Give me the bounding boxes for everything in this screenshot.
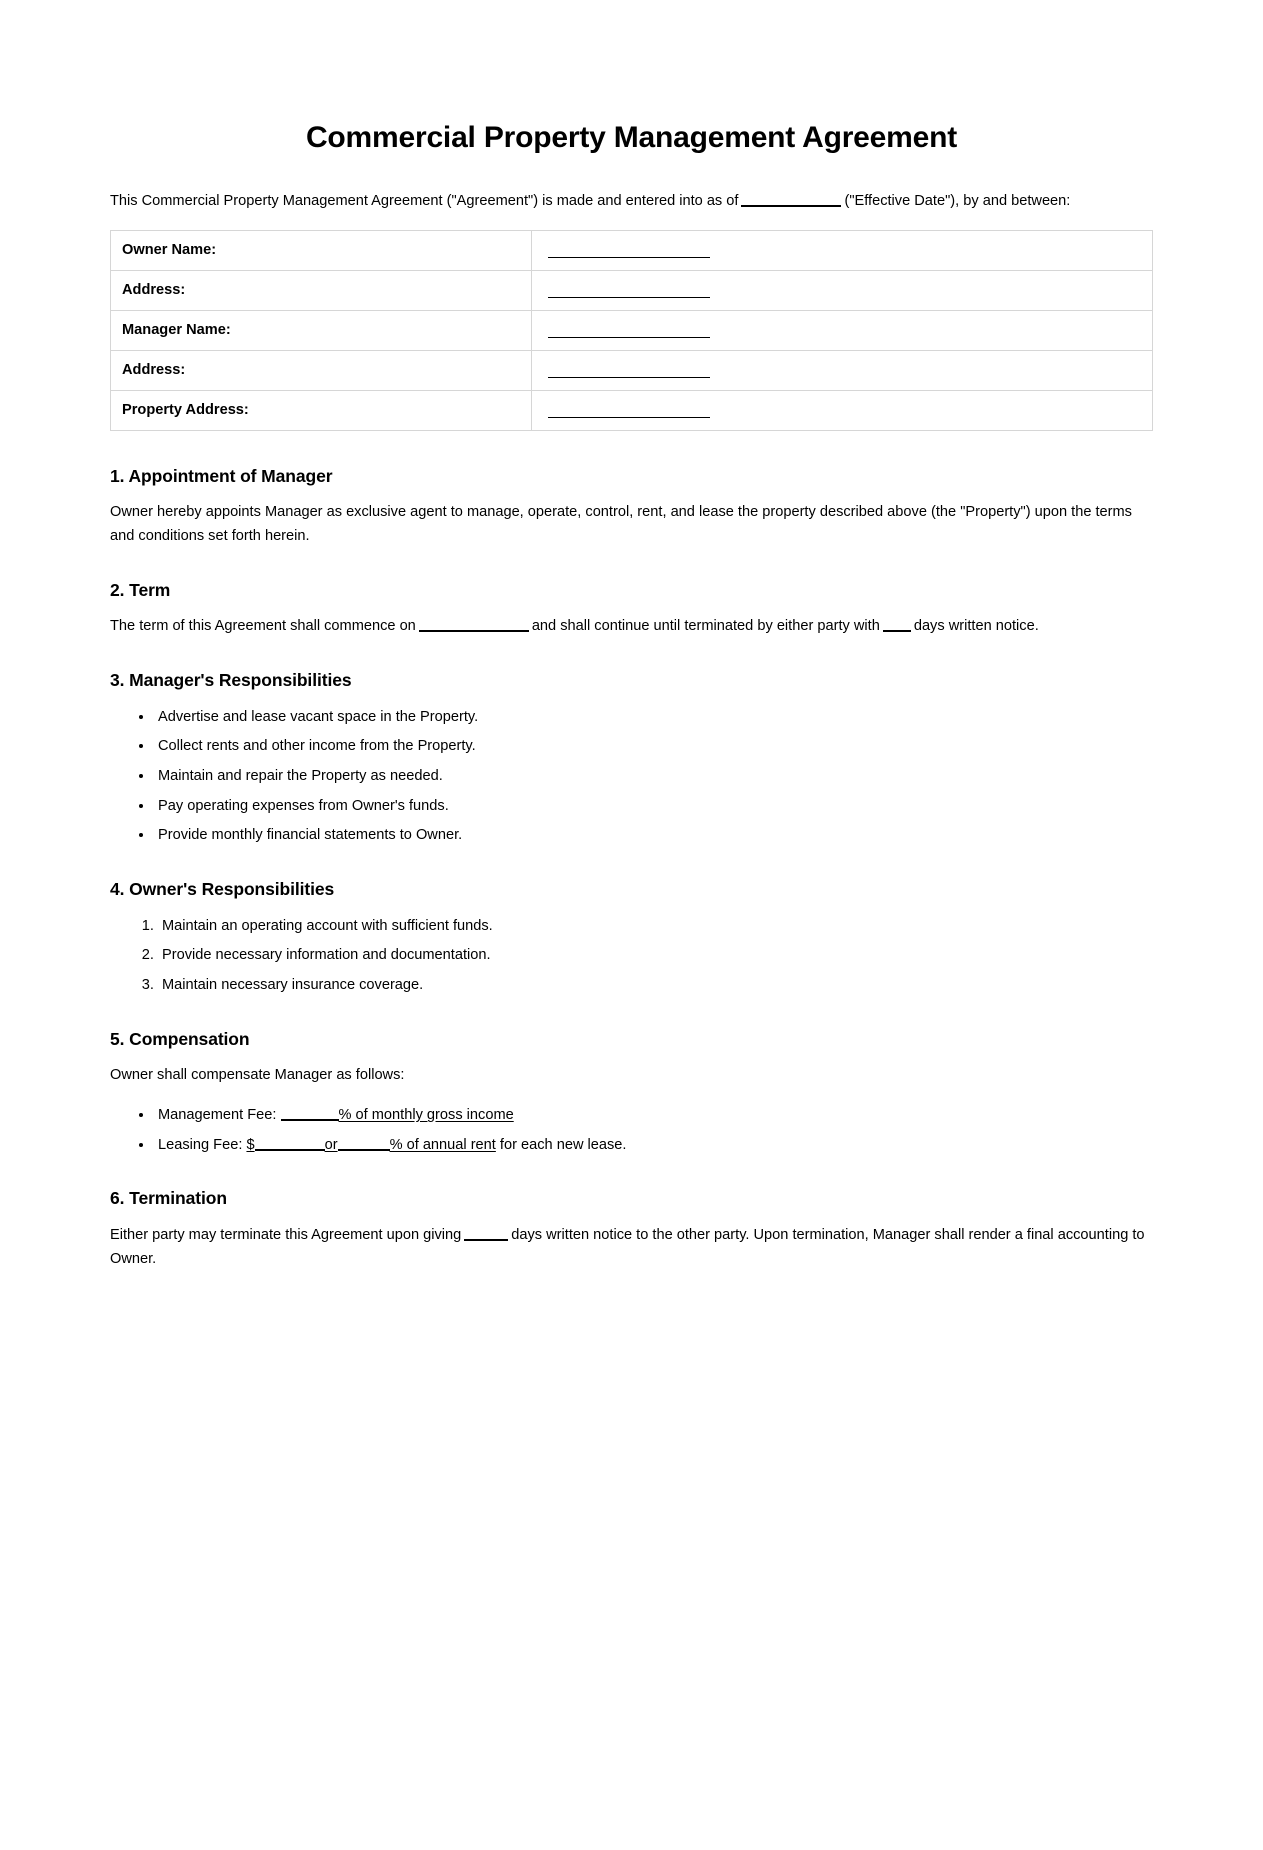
section-heading-termination: 6. Termination — [110, 1188, 227, 1209]
table-row — [111, 350, 1153, 390]
section-term-paragraph — [110, 615, 1153, 639]
list-item: • Maintain and repair the Property as needed. — [154, 765, 1153, 789]
list-item-leasing-fee — [154, 1134, 1153, 1158]
leasing-fee-underlined-run — [246, 1137, 495, 1153]
intro-text-after-blank: ("Effective Date"), by and between: — [844, 193, 1071, 209]
leasing-fee-conjunction: or — [324, 1136, 338, 1153]
section-heading-owners-responsibilities: 4. Owner's Responsibilities — [110, 879, 335, 900]
term-text-part-1: The term of this Agreement shall commence on — [110, 618, 416, 635]
managers-responsibilities-list — [110, 706, 1153, 848]
party-information-table — [110, 230, 1153, 431]
table-row — [111, 310, 1153, 350]
termination-notice-days-blank[interactable] — [464, 1225, 508, 1241]
owner-name-value[interactable] — [532, 230, 1153, 270]
leasing-fee-trailing: for each new lease. — [499, 1136, 627, 1153]
property-address-blank[interactable] — [548, 406, 710, 418]
management-fee-label: Management Fee: — [158, 1107, 277, 1124]
table-row — [111, 230, 1153, 270]
leasing-fee-label: Leasing Fee: — [158, 1136, 243, 1153]
management-fee-underlined-run — [281, 1107, 514, 1123]
section-heading-compensation: 5. Compensation — [110, 1028, 250, 1049]
table-row — [111, 390, 1153, 430]
management-fee-suffix: % of monthly gross income — [338, 1107, 514, 1124]
list-item: • Provide monthly financial statements to Owner. — [154, 824, 1153, 848]
leasing-fee-percent-suffix: % of annual rent — [389, 1136, 496, 1153]
termination-text-part-1: Either party may terminate this Agreement upon giving — [110, 1227, 462, 1244]
compensation-lead-in: Owner shall compensate Manager as follows: — [110, 1067, 405, 1084]
manager-name-value[interactable] — [532, 310, 1153, 350]
list-item: • Advertise and lease vacant space in the Property. — [154, 706, 1153, 730]
owner-address-value[interactable] — [532, 270, 1153, 310]
section-appointment-paragraph: Owner hereby appoints Manager as exclusive agent to manage, operate, control, rent, and lease the property described above (the "Property") upon the terms and conditions set forth herein. — [110, 504, 1132, 545]
property-address-label: Property Address: — [111, 390, 532, 430]
term-notice-days-blank[interactable] — [883, 617, 911, 633]
management-fee-percent-blank[interactable] — [281, 1105, 339, 1121]
section-heading-term: 2. Term — [110, 579, 171, 600]
section-heading-appointment-of-manager: 1. Appointment of Manager — [110, 465, 333, 486]
owner-address-label: Address: — [111, 270, 532, 310]
list-item: • Pay operating expenses from Owner's funds. — [154, 795, 1153, 819]
property-address-value[interactable] — [532, 390, 1153, 430]
manager-address-blank[interactable] — [548, 366, 710, 378]
manager-address-value[interactable] — [532, 350, 1153, 390]
leasing-fee-currency: $ — [246, 1136, 255, 1153]
commencement-date-blank[interactable] — [419, 617, 529, 633]
termination-text-part-2: days written notice to the other party. Upon termination, Manager shall render a final accounting to Owner. — [110, 1227, 1145, 1267]
owner-address-blank[interactable] — [548, 286, 710, 298]
manager-address-label: Address: — [111, 350, 532, 390]
list-item-management-fee — [154, 1104, 1153, 1128]
intro-text-before-blank: This Commercial Property Management Agreement ("Agreement") is made and entered into as of — [110, 193, 739, 209]
page-title: Commercial Property Management Agreement — [305, 121, 958, 154]
owner-name-label: Owner Name: — [111, 230, 532, 270]
table-row — [111, 270, 1153, 310]
list-item: 1. Maintain an operating account with sufficient funds. — [158, 915, 1153, 939]
effective-date-blank[interactable] — [741, 191, 841, 207]
leasing-fee-percent-blank[interactable] — [338, 1135, 390, 1151]
compensation-list — [110, 1104, 1153, 1157]
list-item: 2. Provide necessary information and documentation. — [158, 944, 1153, 968]
list-item: 3. Maintain necessary insurance coverage. — [158, 974, 1153, 998]
section-termination-paragraph — [110, 1224, 1153, 1271]
intro-paragraph — [110, 190, 1153, 214]
section-heading-managers-responsibilities: 3. Manager's Responsibilities — [110, 670, 352, 691]
leasing-fee-amount-blank[interactable] — [255, 1135, 325, 1151]
list-item: • Collect rents and other income from the Property. — [154, 735, 1153, 759]
owner-name-blank[interactable] — [548, 246, 710, 258]
manager-name-label: Manager Name: — [111, 310, 532, 350]
term-text-part-2: and shall continue until terminated by either party with — [531, 618, 880, 635]
term-text-part-3: days written notice. — [913, 618, 1039, 635]
manager-name-blank[interactable] — [548, 326, 710, 338]
owners-responsibilities-list — [110, 915, 1153, 998]
